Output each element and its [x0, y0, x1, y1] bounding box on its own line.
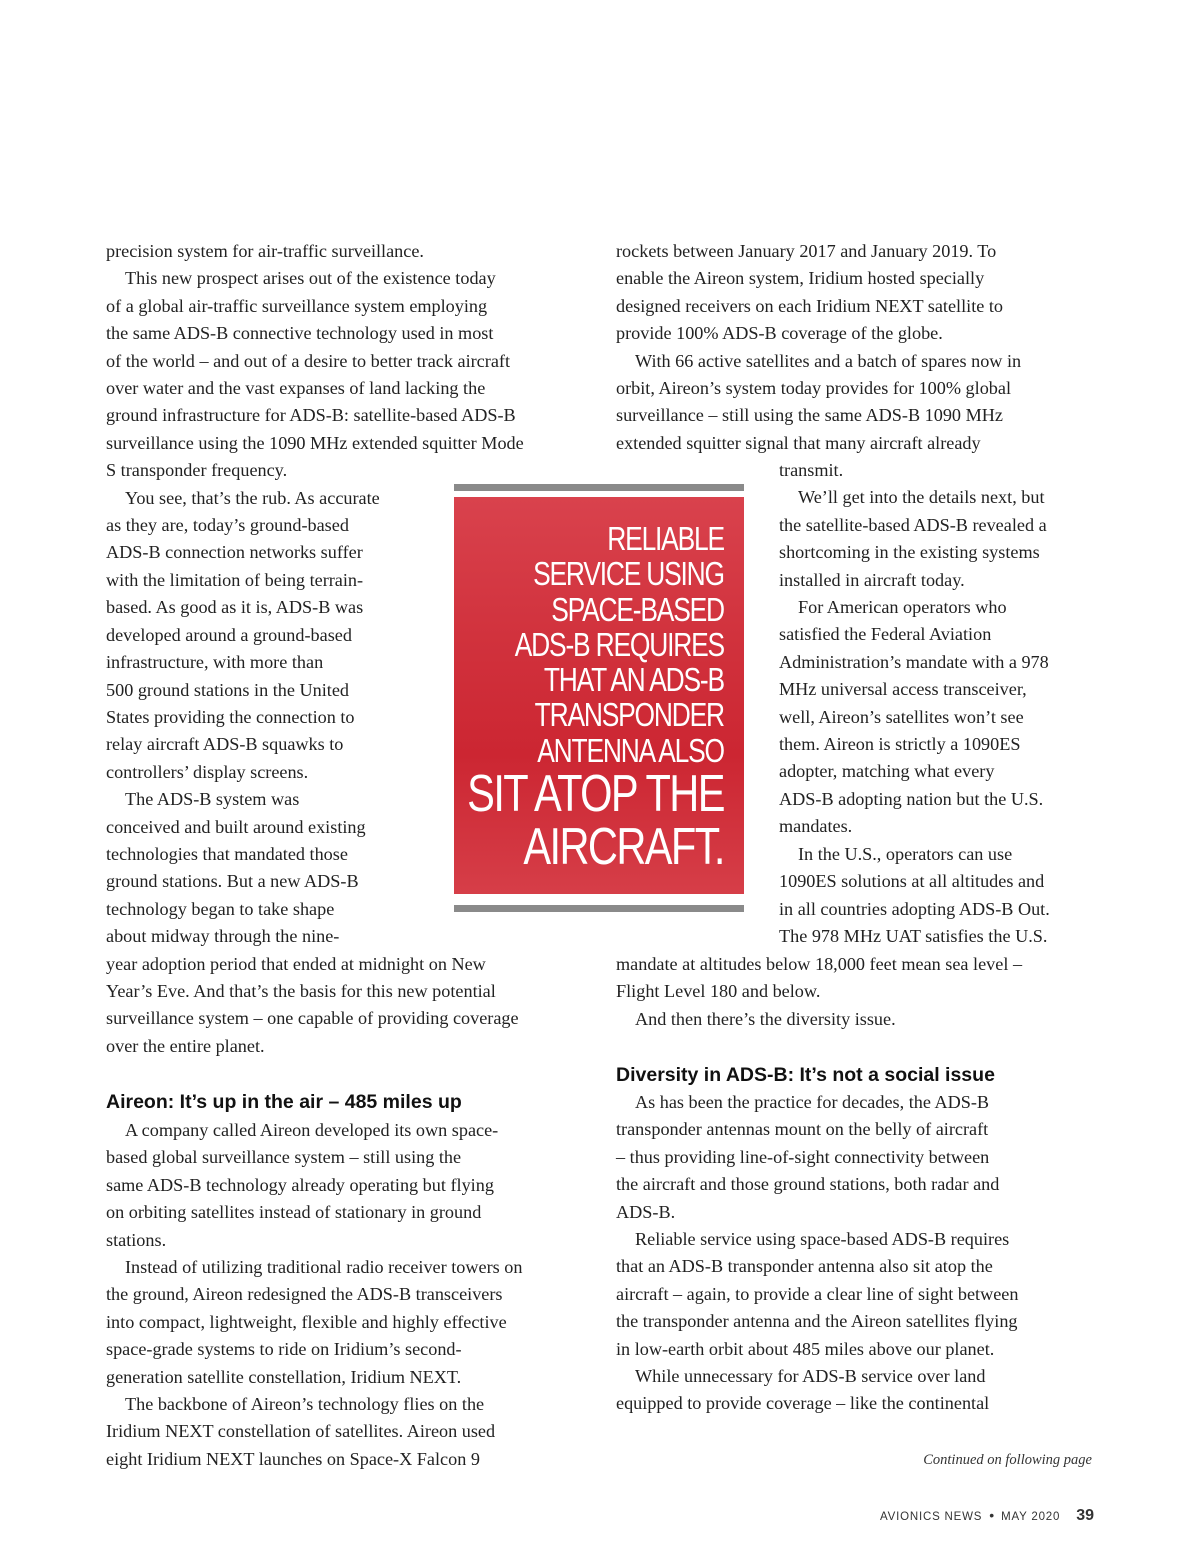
text-line: of a global air-traffic surveillance system employing [106, 295, 488, 316]
text-line: the same ADS-B connective technology used in most [106, 323, 494, 344]
text-line: MHz universal access transceiver, [779, 679, 1027, 700]
text-line: transmit. [779, 460, 844, 480]
text-line: provide 100% ADS-B coverage of the globe. [616, 323, 943, 344]
text-line: designed receivers on each Iridium NEXT satellite to [616, 295, 1004, 316]
pull-quote-big-line: SIT ATOP THE [467, 765, 724, 824]
right-column-narrow-text [779, 457, 1109, 950]
page-number: 39 [1076, 1507, 1094, 1524]
text-line: You see, that’s the rub. As accurate [125, 487, 380, 508]
text-line: For American operators who [798, 597, 1007, 618]
text-line: The ADS-B system was [125, 789, 300, 810]
text-line: over the entire planet. [106, 1035, 265, 1056]
pull-quote-line: SERVICE USING [533, 555, 724, 593]
text-line: With 66 active satellites and a batch of spares now in [635, 350, 1022, 371]
text-line: And then there’s the diversity issue. [635, 1008, 896, 1029]
text-line: Flight Level 180 and below. [616, 981, 821, 1002]
pull-quote-big-line: AIRCRAFT. [523, 818, 724, 877]
text-line: space-grade systems to ride on Iridium’s second- [106, 1339, 462, 1360]
text-line: We’ll get into the details next, but [798, 487, 1045, 508]
text-line: relay aircraft ADS-B squawks to [106, 734, 344, 755]
issue-date: MAY 2020 [1001, 1511, 1061, 1523]
text-line: States providing the connection to [106, 706, 355, 727]
text-line: ground infrastructure for ADS-B: satellite-based ADS-B [106, 405, 516, 426]
pull-quote-top-bar [454, 484, 744, 491]
right-column-text [616, 238, 1106, 457]
text-line: surveillance using the 1090 MHz extended squitter Mode [106, 432, 524, 453]
text-line: aircraft – again, to provide a clear line of sight between [616, 1283, 1019, 1304]
section-heading-aireon: Aireon: It’s up in the air – 485 miles up [106, 1091, 462, 1113]
text-line: generation satellite constellation, Iridium NEXT. [106, 1366, 462, 1387]
text-line: rockets between January 2017 and January 2019. To [616, 241, 997, 261]
pull-quote-line: RELIABLE [607, 520, 724, 557]
text-line: the aircraft and those ground stations, both radar and [616, 1174, 1000, 1195]
text-line: transponder antennas mount on the belly of aircraft [616, 1119, 989, 1140]
text-line: ADS-B. [616, 1201, 676, 1222]
magazine-name: AVIONICS NEWS [880, 1511, 983, 1523]
text-line: equipped to provide coverage – like the continental [616, 1393, 990, 1414]
text-line: eight Iridium NEXT launches on Space-X Falcon 9 [106, 1448, 480, 1469]
text-line: based. As good as it is, ADS-B was [106, 597, 364, 618]
text-line: infrastructure, with more than [106, 652, 324, 673]
pull-quote-box [454, 497, 744, 894]
pull-quote-bottom-bar [454, 905, 744, 912]
pull-quote-line: TRANSPONDER [534, 696, 724, 734]
text-line: Year’s Eve. And that’s the basis for this new potential [106, 980, 496, 1001]
text-line: that an ADS-B transponder antenna also sit atop the [616, 1256, 993, 1277]
text-line: stations. [106, 1229, 167, 1250]
text-line: controllers’ display screens. [106, 761, 309, 782]
text-line: in low-earth orbit about 485 miles above our planet. [616, 1338, 995, 1359]
text-line: In the U.S., operators can use [798, 843, 1013, 864]
text-line: ADS-B connection networks suffer [106, 542, 363, 563]
text-line: surveillance – still using the same ADS-B 1090 MHz [616, 405, 1003, 426]
text-line: year adoption period that ended at midnight on New [106, 953, 486, 974]
text-line: Reliable service using space-based ADS-B requires [635, 1229, 1010, 1250]
text-line: ADS-B adopting nation but the U.S. [779, 788, 1044, 809]
text-line: 1090ES solutions at all altitudes and [779, 871, 1045, 892]
text-line: Iridium NEXT constellation of satellites. Aireon used [106, 1421, 496, 1442]
text-line: developed around a ground-based [106, 624, 352, 645]
text-line: satisfied the Federal Aviation [779, 624, 992, 645]
text-line: The 978 MHz UAT satisfies the U.S. [779, 925, 1048, 946]
right-column-text-4 [616, 1089, 1106, 1418]
text-line: over water and the vast expanses of land lacking the [106, 378, 486, 399]
text-line: A company called Aireon developed its own space- [125, 1120, 499, 1140]
continued-note: Continued on following page [923, 1452, 1092, 1468]
bullet-separator: • [989, 1507, 995, 1523]
text-line: in all countries adopting ADS-B Out. [779, 898, 1050, 919]
text-line: about midway through the nine- [106, 926, 340, 947]
pull-quote-text [403, 520, 724, 877]
text-line: mandates. [779, 816, 853, 837]
text-line: This new prospect arises out of the existence today [125, 268, 496, 289]
text-line: as they are, today’s ground-based [106, 515, 349, 536]
text-line: mandate at altitudes below 18,000 feet mean sea level – [616, 954, 1023, 974]
pull-quote-line: THAT AN ADS-B [543, 661, 724, 699]
text-line: technology began to take shape [106, 898, 335, 919]
text-line: 500 ground stations in the United [106, 679, 349, 700]
text-line: well, Aireon’s satellites won’t see [779, 706, 1024, 727]
text-line: As has been the practice for decades, the ADS-B [635, 1092, 990, 1112]
text-line: them. Aireon is strictly a 1090ES [779, 734, 1021, 755]
pull-quote-line: ANTENNA ALSO [537, 731, 724, 769]
text-line: the transponder antenna and the Aireon satellites flying [616, 1311, 1018, 1332]
text-line: ground stations. But a new ADS-B [106, 871, 359, 892]
text-line: of the world – and out of a desire to better track aircraft [106, 350, 510, 371]
text-line: based global surveillance system – still using the [106, 1147, 462, 1168]
text-line: While unnecessary for ADS-B service over land [635, 1366, 986, 1387]
pull-quote-line: ADS-B REQUIRES [514, 625, 724, 663]
text-line: S transponder frequency. [106, 460, 288, 481]
text-line: Instead of utilizing traditional radio receiver towers on [125, 1257, 523, 1278]
text-line: the satellite-based ADS-B revealed a [779, 514, 1047, 535]
page-footer [880, 1507, 1094, 1525]
text-line: enable the Aireon system, Iridium hosted specially [616, 268, 985, 289]
text-line: surveillance system – one capable of providing coverage [106, 1008, 519, 1029]
text-line: installed in aircraft today. [779, 569, 965, 590]
right-column-text-3 [616, 951, 1106, 1033]
pull-quote-line: SPACE-BASED [551, 590, 724, 628]
text-line: on orbiting satellites instead of stationary in ground [106, 1202, 482, 1223]
section-heading-diversity: Diversity in ADS-B: It’s not a social issue [616, 1064, 995, 1086]
text-line: conceived and built around existing [106, 816, 366, 837]
text-line: The backbone of Aireon’s technology flies on the [125, 1394, 485, 1415]
text-line: adopter, matching what every [779, 761, 995, 782]
text-line: shortcoming in the existing systems [779, 542, 1040, 563]
text-line: into compact, lightweight, flexible and highly effective [106, 1311, 507, 1332]
text-line: – thus providing line-of-sight connectivity between [616, 1146, 990, 1167]
left-column-text-2 [106, 1117, 596, 1473]
text-line: same ADS-B technology already operating but flying [106, 1174, 494, 1195]
pull-quote [454, 484, 744, 912]
text-line: with the limitation of being terrain- [106, 569, 364, 590]
text-line: Administration’s mandate with a 978 [779, 651, 1049, 672]
text-line: orbit, Aireon’s system today provides for 100% global [616, 378, 1012, 399]
text-line: technologies that mandated those [106, 843, 348, 864]
text-line: precision system for air-traffic surveillance. [106, 241, 424, 261]
text-line: extended squitter signal that many aircraft already [616, 432, 981, 453]
text-line: the ground, Aireon redesigned the ADS-B transceivers [106, 1284, 503, 1305]
